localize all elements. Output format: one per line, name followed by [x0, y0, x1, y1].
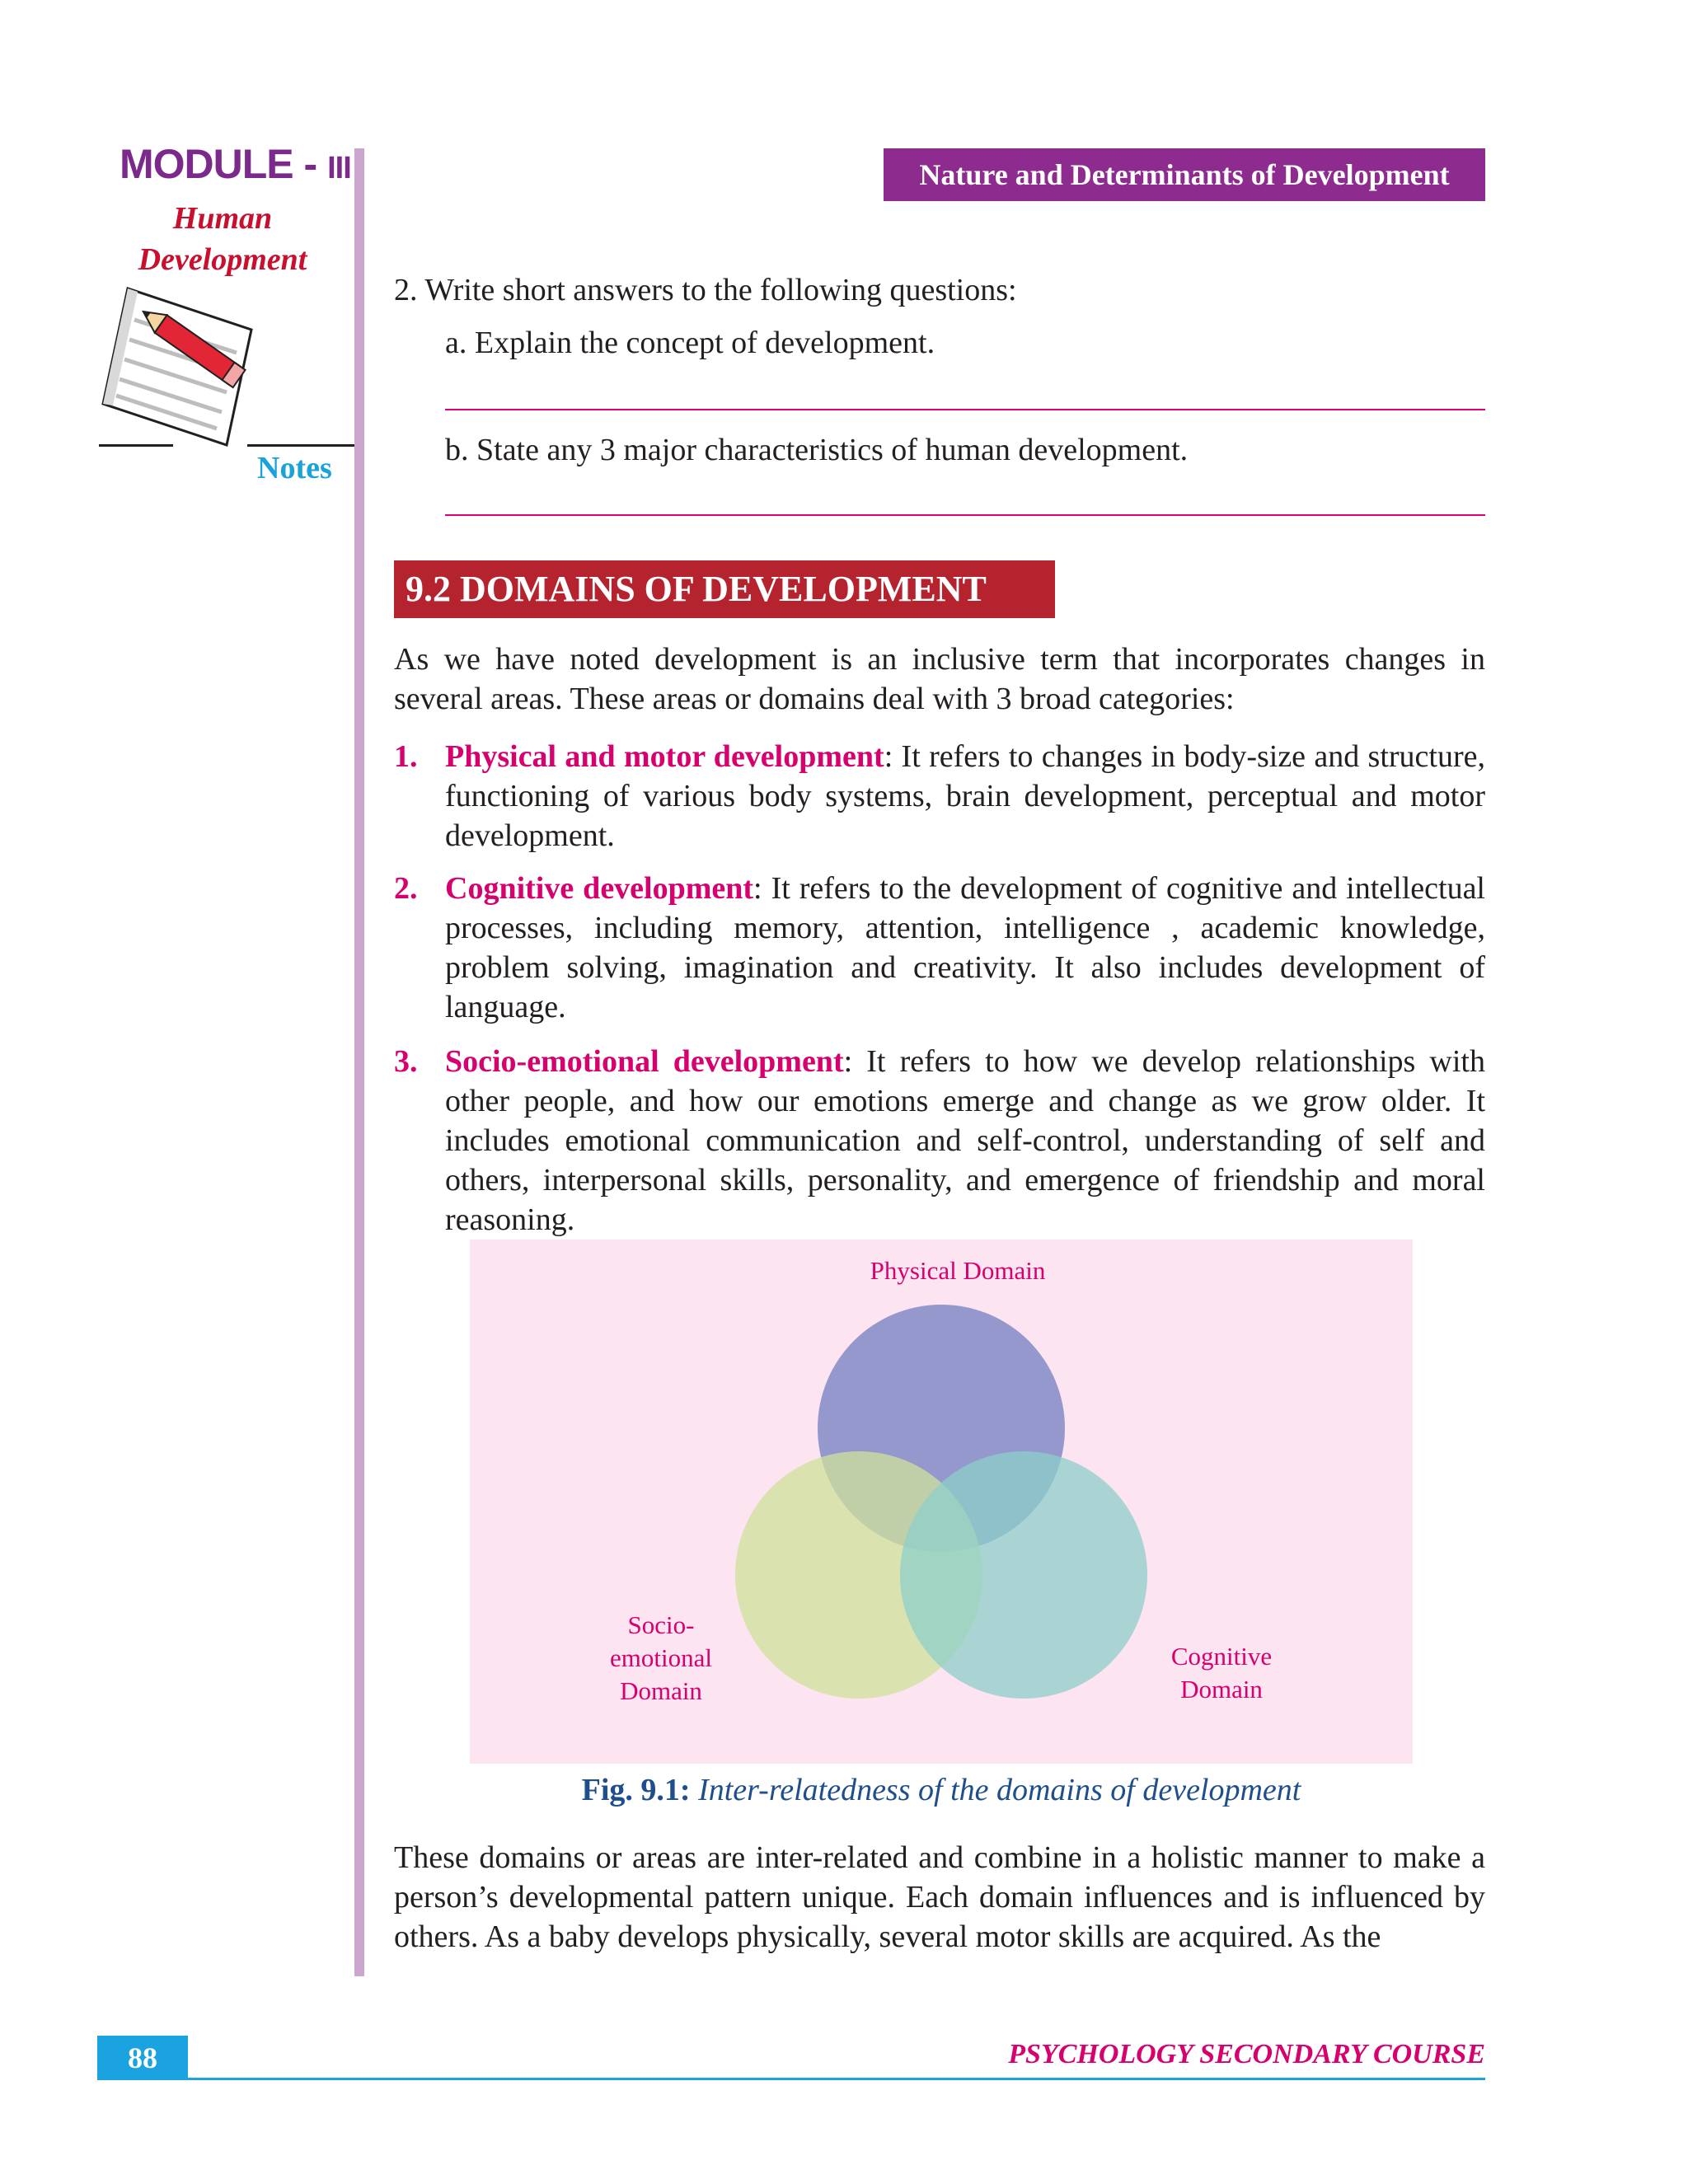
list-item-text: : It refers to the development of cognitive and intellectual processes, including memory, attention, intelligence , academic knowledge, problem solving, imagination and creativity. It also includes development of language.: [445, 871, 1485, 1024]
list-item-number: 3.: [394, 1044, 418, 1079]
cognitive-domain-label-1: Cognitive: [1170, 1642, 1273, 1671]
question-2b: b. State any 3 major characteristics of human development.: [445, 433, 1189, 467]
figure-caption-number: Fig. 9.1:: [581, 1773, 691, 1807]
socio-domain-label-3: Domain: [620, 1676, 702, 1705]
notes-label: Notes: [257, 451, 332, 485]
list-item-term: Cognitive development: [445, 871, 754, 906]
list-item: [394, 869, 1485, 1027]
cognitive-domain-label-2: Domain: [1180, 1675, 1263, 1704]
footer-course-title: PSYCHOLOGY SECONDARY COURSE: [1008, 2039, 1485, 2069]
figure-caption-text: Inter-relatedness of the domains of development: [690, 1773, 1301, 1807]
closing-paragraph: These domains or areas are inter-related and combine in a holistic manner to make a person’s developmental pattern unique. Each domain influences and is influenced by others. As a baby develops physically, several motor skills are acquired. As the: [394, 1840, 1485, 1954]
notepad-pencil-icon: [95, 280, 268, 457]
list-item: [394, 737, 1485, 855]
module-subtitle: [99, 198, 346, 280]
question-2a: a. Explain the concept of development.: [445, 326, 935, 360]
subtitle-line-1: Human: [172, 201, 273, 236]
list-item: [394, 1042, 1485, 1240]
answer-line-a[interactable]: [445, 409, 1485, 410]
socio-domain-label-2: emotional: [610, 1643, 712, 1672]
module-title: [120, 140, 351, 188]
notes-rule-left: [99, 444, 173, 447]
page-number: 88: [97, 2036, 188, 2080]
module-label: MODULE -: [120, 141, 328, 187]
figure-caption: [470, 1772, 1413, 1808]
section-heading: 9.2 DOMAINS OF DEVELOPMENT: [394, 560, 1055, 618]
list-item-text: : It refers to how we develop relationships with other people, and how our emotions emerge and change as we grow older. It includes emotional communication and self-control, understanding of self and others, interpersonal skills, personality, and emergence of friendship and moral reasoning.: [445, 1044, 1485, 1237]
chapter-tag: Nature and Determinants of Development: [884, 148, 1485, 201]
list-item-term: Socio-emotional development: [445, 1044, 844, 1079]
margin-divider-bar: [354, 148, 364, 1976]
list-item-number: 2.: [394, 871, 418, 906]
socio-domain-label-1: Socio-: [627, 1610, 695, 1639]
question-2: 2. Write short answers to the following questions:: [394, 273, 1017, 307]
list-item-number: 1.: [394, 739, 418, 774]
answer-line-b[interactable]: [445, 514, 1485, 516]
notes-rule-right: [247, 444, 354, 447]
cognitive-domain-circle: [900, 1451, 1147, 1699]
module-numeral: III: [327, 151, 351, 185]
physical-domain-label: Physical Domain: [870, 1256, 1046, 1285]
footer-rule: [188, 2078, 1485, 2080]
intro-paragraph: As we have noted development is an inclusive term that incorporates changes in several areas. These areas or domains deal with 3 broad categories:: [394, 642, 1485, 716]
list-item-text: : It refers to changes in body-size and structure, functioning of various body systems, brain development, perceptual and motor development.: [445, 739, 1485, 853]
venn-diagram: [470, 1240, 1413, 1764]
subtitle-line-2: Development: [138, 242, 307, 277]
list-item-term: Physical and motor development: [445, 739, 884, 774]
